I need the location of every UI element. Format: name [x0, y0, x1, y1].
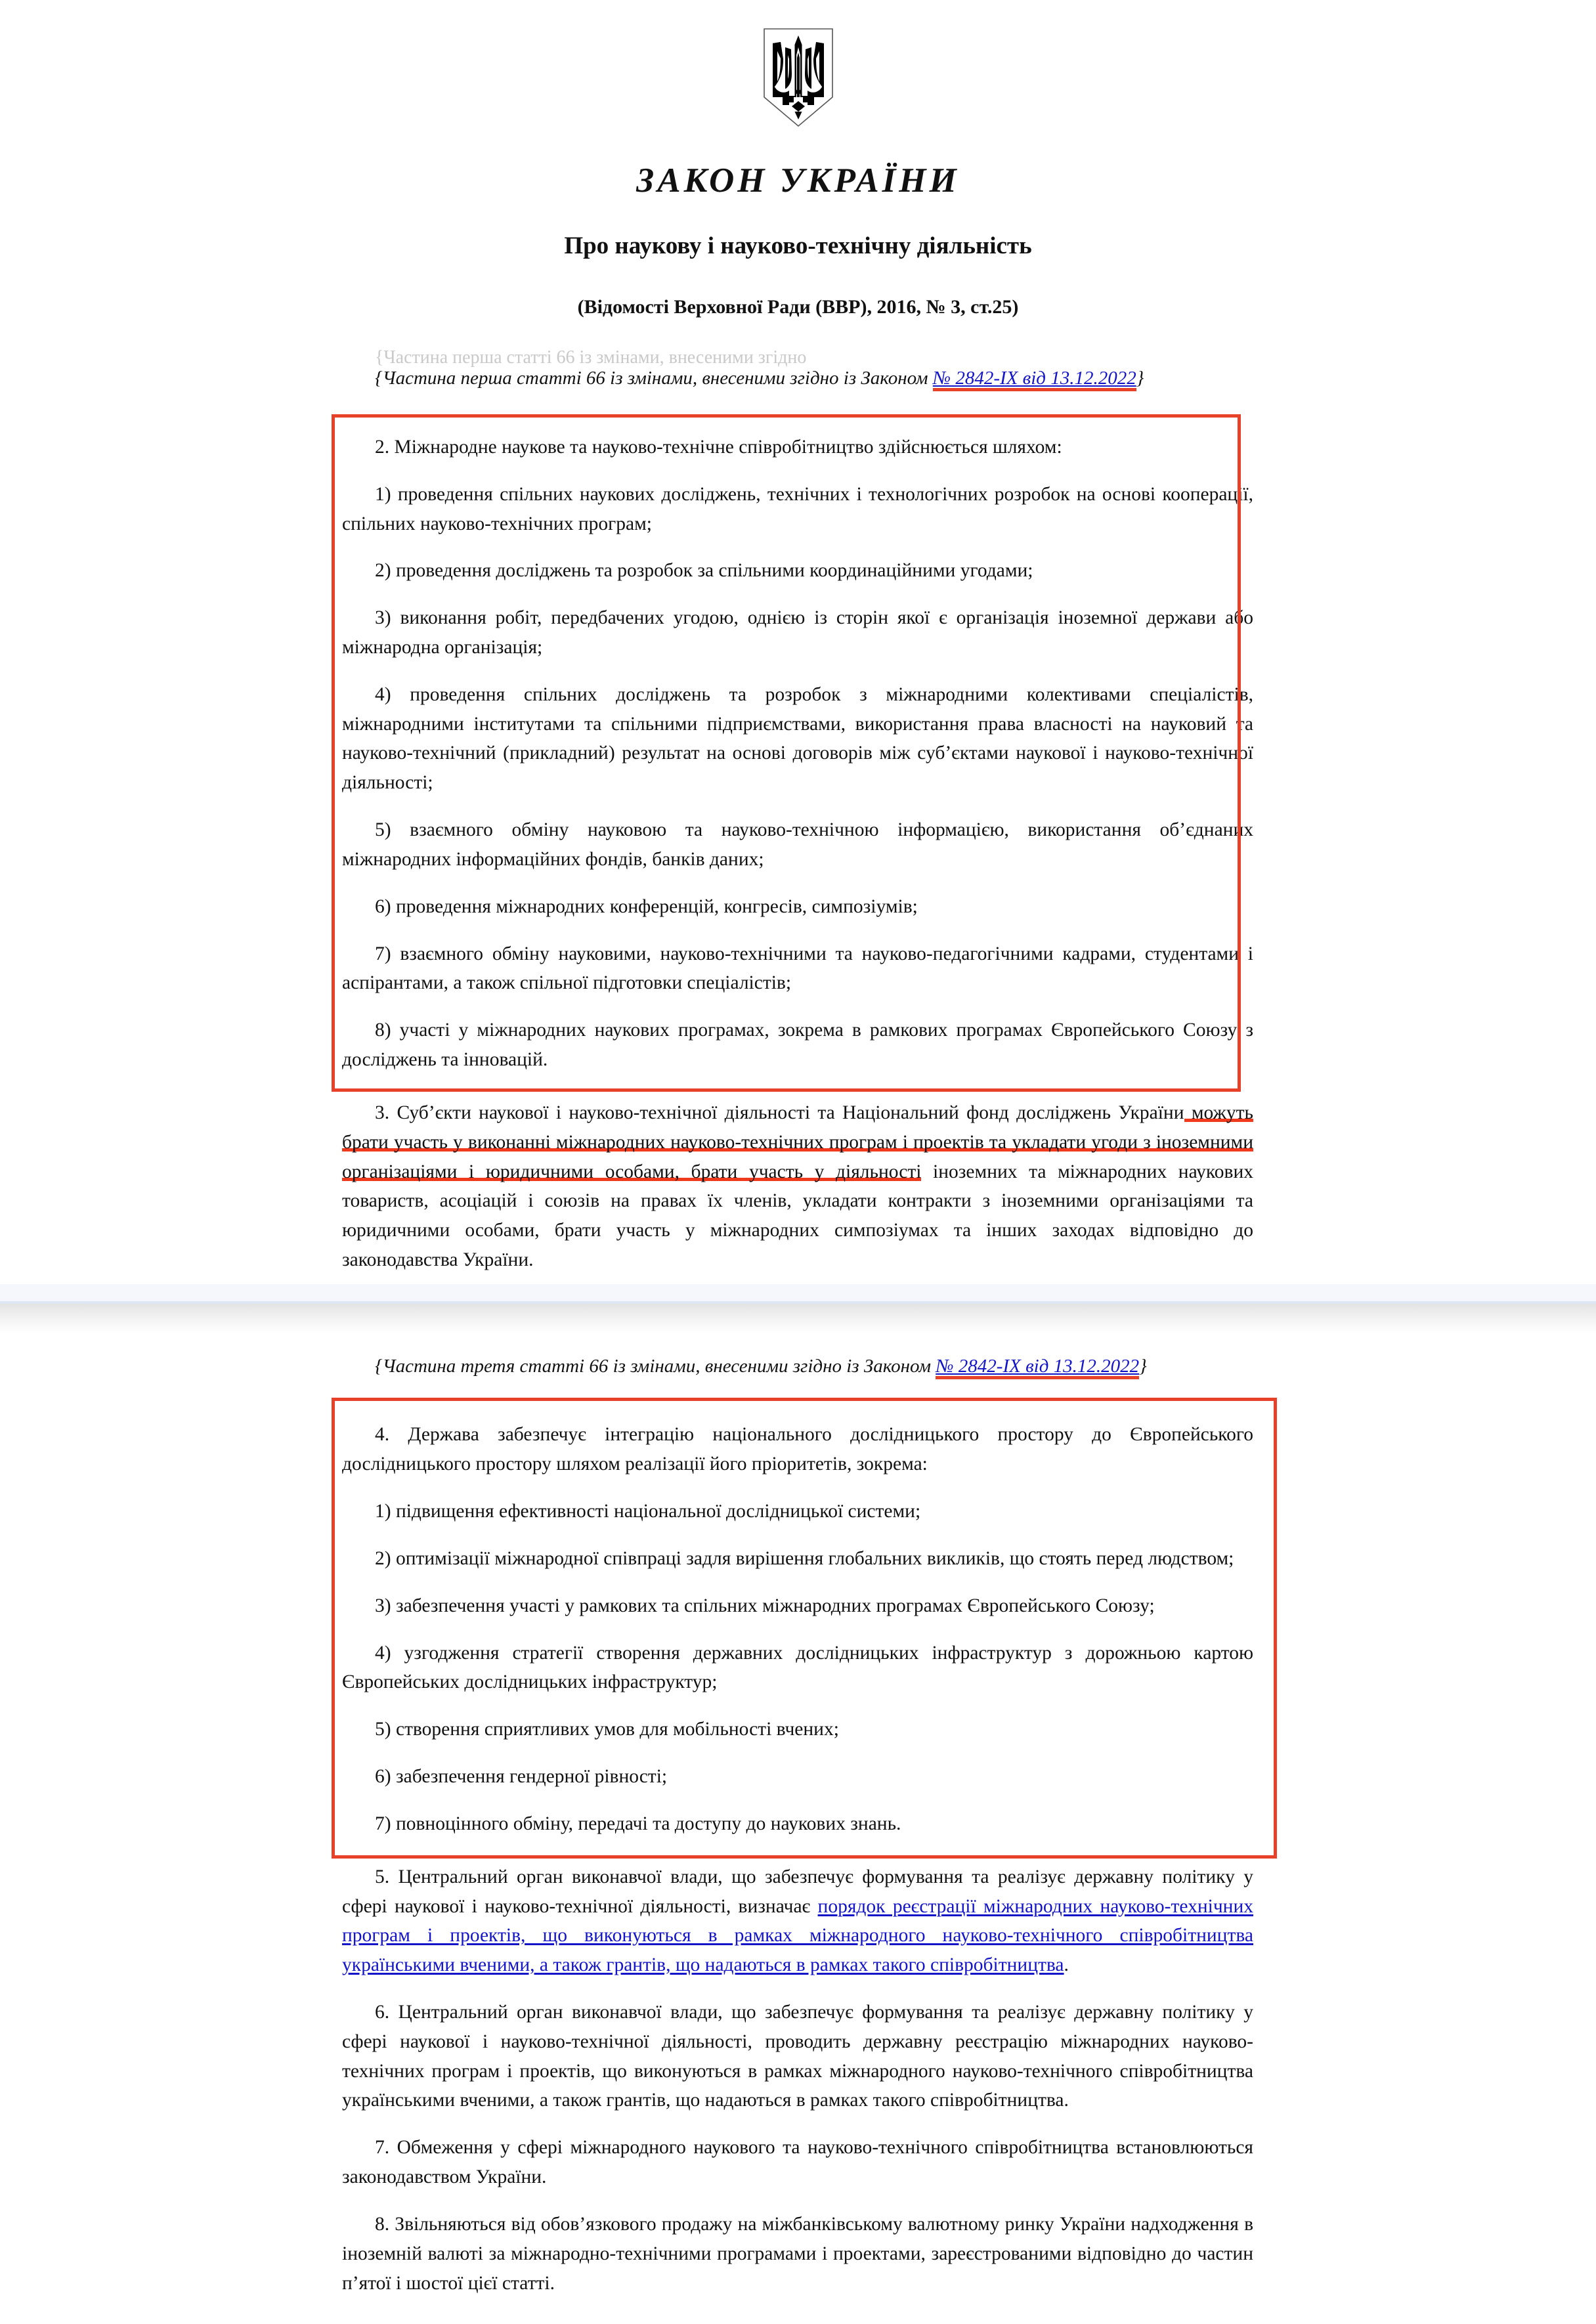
clipped-text-remnant: {Частина перша статті 66 із змінами, внесеними згідно [375, 347, 807, 368]
paragraph-4-item-7: 7) повноцінного обміну, передачі та доступу до наукових знань. [375, 1813, 901, 1834]
amendment-law-link-1[interactable]: № 2842-IX від 13.12.2022 [933, 368, 1136, 391]
paragraph-2-item-3: 3) виконання робіт, передбачених угодою, однією із сторін якої є організація іноземної держави або міжнародна організація; [342, 607, 1253, 658]
page-break-band [0, 1284, 1596, 1301]
amendment-note-1 [342, 364, 1253, 393]
paragraph-2-item-7: 7) взаємного обміну науковими, науково-технічними та науково-педагогічними кадрами, студентами і аспірантами, а також спільної підготовки спеціалістів; [342, 943, 1253, 994]
amendment-note-2 [342, 1352, 1253, 1381]
emblem-container [0, 0, 1596, 127]
paragraph-4-item-6: 6) забезпечення гендерної рівності; [375, 1766, 668, 1788]
page-break-shadow [0, 1304, 1596, 1334]
paragraph-2-item-1: 1) проведення спільних наукових досліджень, технічних і технологічних розробок на основі кооперації, спільних науково-технічних програм; [342, 483, 1253, 534]
amendment-note-1-prefix: {Частина перша статті 66 із змінами, внесеними згідно із Законом [375, 368, 933, 389]
paragraph-4-item-1: 1) підвищення ефективності національної дослідницької системи; [375, 1501, 921, 1522]
paragraph-6: 6. Центральний орган виконавчої влади, що забезпечує формування та реалізує державну політику у сфері наукової і науково-технічної діяльності, проводить державну реєстрацію міжнародних науково-технічних програм і проектів, що виконуються в рамках міжнародного науково-технічного співробітництва українськими вченими, а також грантів, що надаються в рамках такого співробітництва. [342, 2001, 1253, 2111]
paragraph-5 [342, 1862, 1253, 1980]
amendment-note-2-prefix: {Частина третя статті 66 із змінами, внесеними згідно із Законом [375, 1355, 936, 1377]
paragraph-3-part-a: 3. Суб’єкти наукової і науково-технічної діяльності та Національний фонд досліджень України [375, 1102, 1184, 1123]
paragraph-4-item-2: 2) оптимізації міжнародної співпраці задля вирішення глобальних викликів, що стоять перед людством; [375, 1547, 1234, 1569]
paragraph-2-item-5: 5) взаємного обміну науковою та науково-технічною інформацією, використання об’єднаних міжнародних інформаційних фондів, банків даних; [342, 819, 1253, 870]
ukraine-trident-coat-of-arms-icon [763, 28, 834, 127]
page-break-separator [0, 1284, 1596, 1334]
paragraph-5-part-a: 5. Центральний орган виконавчої влади, що забезпечує формування та реалізує державну політику у сфері наукової і науково-технічної діяльності, визначає [342, 1866, 1253, 1917]
paragraph-2-item-8: 8) участі у міжнародних наукових програмах, зокрема в рамкових програмах Європейського Союзу з досліджень та інновацій. [342, 1020, 1253, 1071]
law-source-reference: (Відомості Верховної Ради (ВВР), 2016, № 3, ст.25) [577, 295, 1019, 318]
paragraph-2-item-6: 6) проведення міжнародних конференцій, конгресів, симпозіумів; [375, 895, 918, 917]
paragraph-3-highlighted-amendment: можуть брати участь у виконанні міжнародних науково-технічних програм і проектів та укладати угоди з іноземними організаціями і юридичними особами, брати участь у діяльності [342, 1102, 1253, 1182]
registration-procedure-link[interactable]: порядок реєстрації міжнародних науково-технічних програм і проектів, що виконуються в рамках міжнародного науково-технічного співробітництва українськими вченими, а також грантів, що надаються в рамках такого співробітництва [342, 1895, 1253, 1976]
paragraph-4-item-3: 3) забезпечення участі у рамкових та спільних міжнародних програмах Європейського Союзу; [375, 1595, 1155, 1616]
amendment-note-1-suffix: } [1136, 368, 1144, 389]
paragraph-8: 8. Звільняються від обов’язкового продажу на міжбанківському валютному ринку України надходження в іноземній валюті за міжнародно-технічними програмами і проектами, зареєстрованими відповідно до частин п’ятої і шостої цієї статті. [342, 2213, 1253, 2294]
paragraph-3-part-b: іноземних та міжнародних наукових товариств, асоціацій і союзів на правах їх членів, укладати контракти з іноземними організаціями та юридичними особами, брати участь у міжнародних симпозіумах та інших заходах відповідно до законодавства України. [342, 1161, 1253, 1271]
amendment-note-2-suffix: } [1139, 1355, 1147, 1377]
paragraph-4-intro: 4. Держава забезпечує інтеграцію національного дослідницького простору до Європейського дослідницького простору шляхом реалізації його пріоритетів, зокрема: [342, 1424, 1253, 1475]
paragraph-2-intro: 2. Міжнародне наукове та науково-технічне співробітництво здійснюється шляхом: [375, 436, 1062, 458]
paragraph-2-item-4: 4) проведення спільних досліджень та розробок з міжнародними колективами спеціалістів, міжнародними інститутами та спільними підприємствами, використання права власності на науковий та науково-технічний (прикладний) результат на основі договорів між суб’єктами наукової і науково-технічної діяльності; [342, 683, 1253, 794]
amendment-law-link-2[interactable]: № 2842-IX від 13.12.2022 [936, 1356, 1139, 1379]
law-title: ЗАКОН УКРАЇНИ [636, 161, 960, 200]
paragraph-2-item-2: 2) проведення досліджень та розробок за спільними координаційними угодами; [375, 560, 1033, 582]
paragraph-5-part-b: . [1064, 1954, 1069, 1976]
paragraph-7: 7. Обмеження у сфері міжнародного наукового та науково-технічного співробітництва встановлюються законодавством України. [342, 2137, 1253, 2188]
paragraph-3 [342, 1098, 1253, 1275]
paragraph-4-item-5: 5) створення сприятливих умов для мобільності вчених; [375, 1719, 839, 1740]
law-subtitle: Про наукову і науково-технічну діяльність [564, 232, 1032, 260]
paragraph-4-item-4: 4) узгодження стратегії створення державних дослідницьких інфраструктур з дорожньою картою Європейських дослідницьких інфраструктур; [342, 1642, 1253, 1693]
